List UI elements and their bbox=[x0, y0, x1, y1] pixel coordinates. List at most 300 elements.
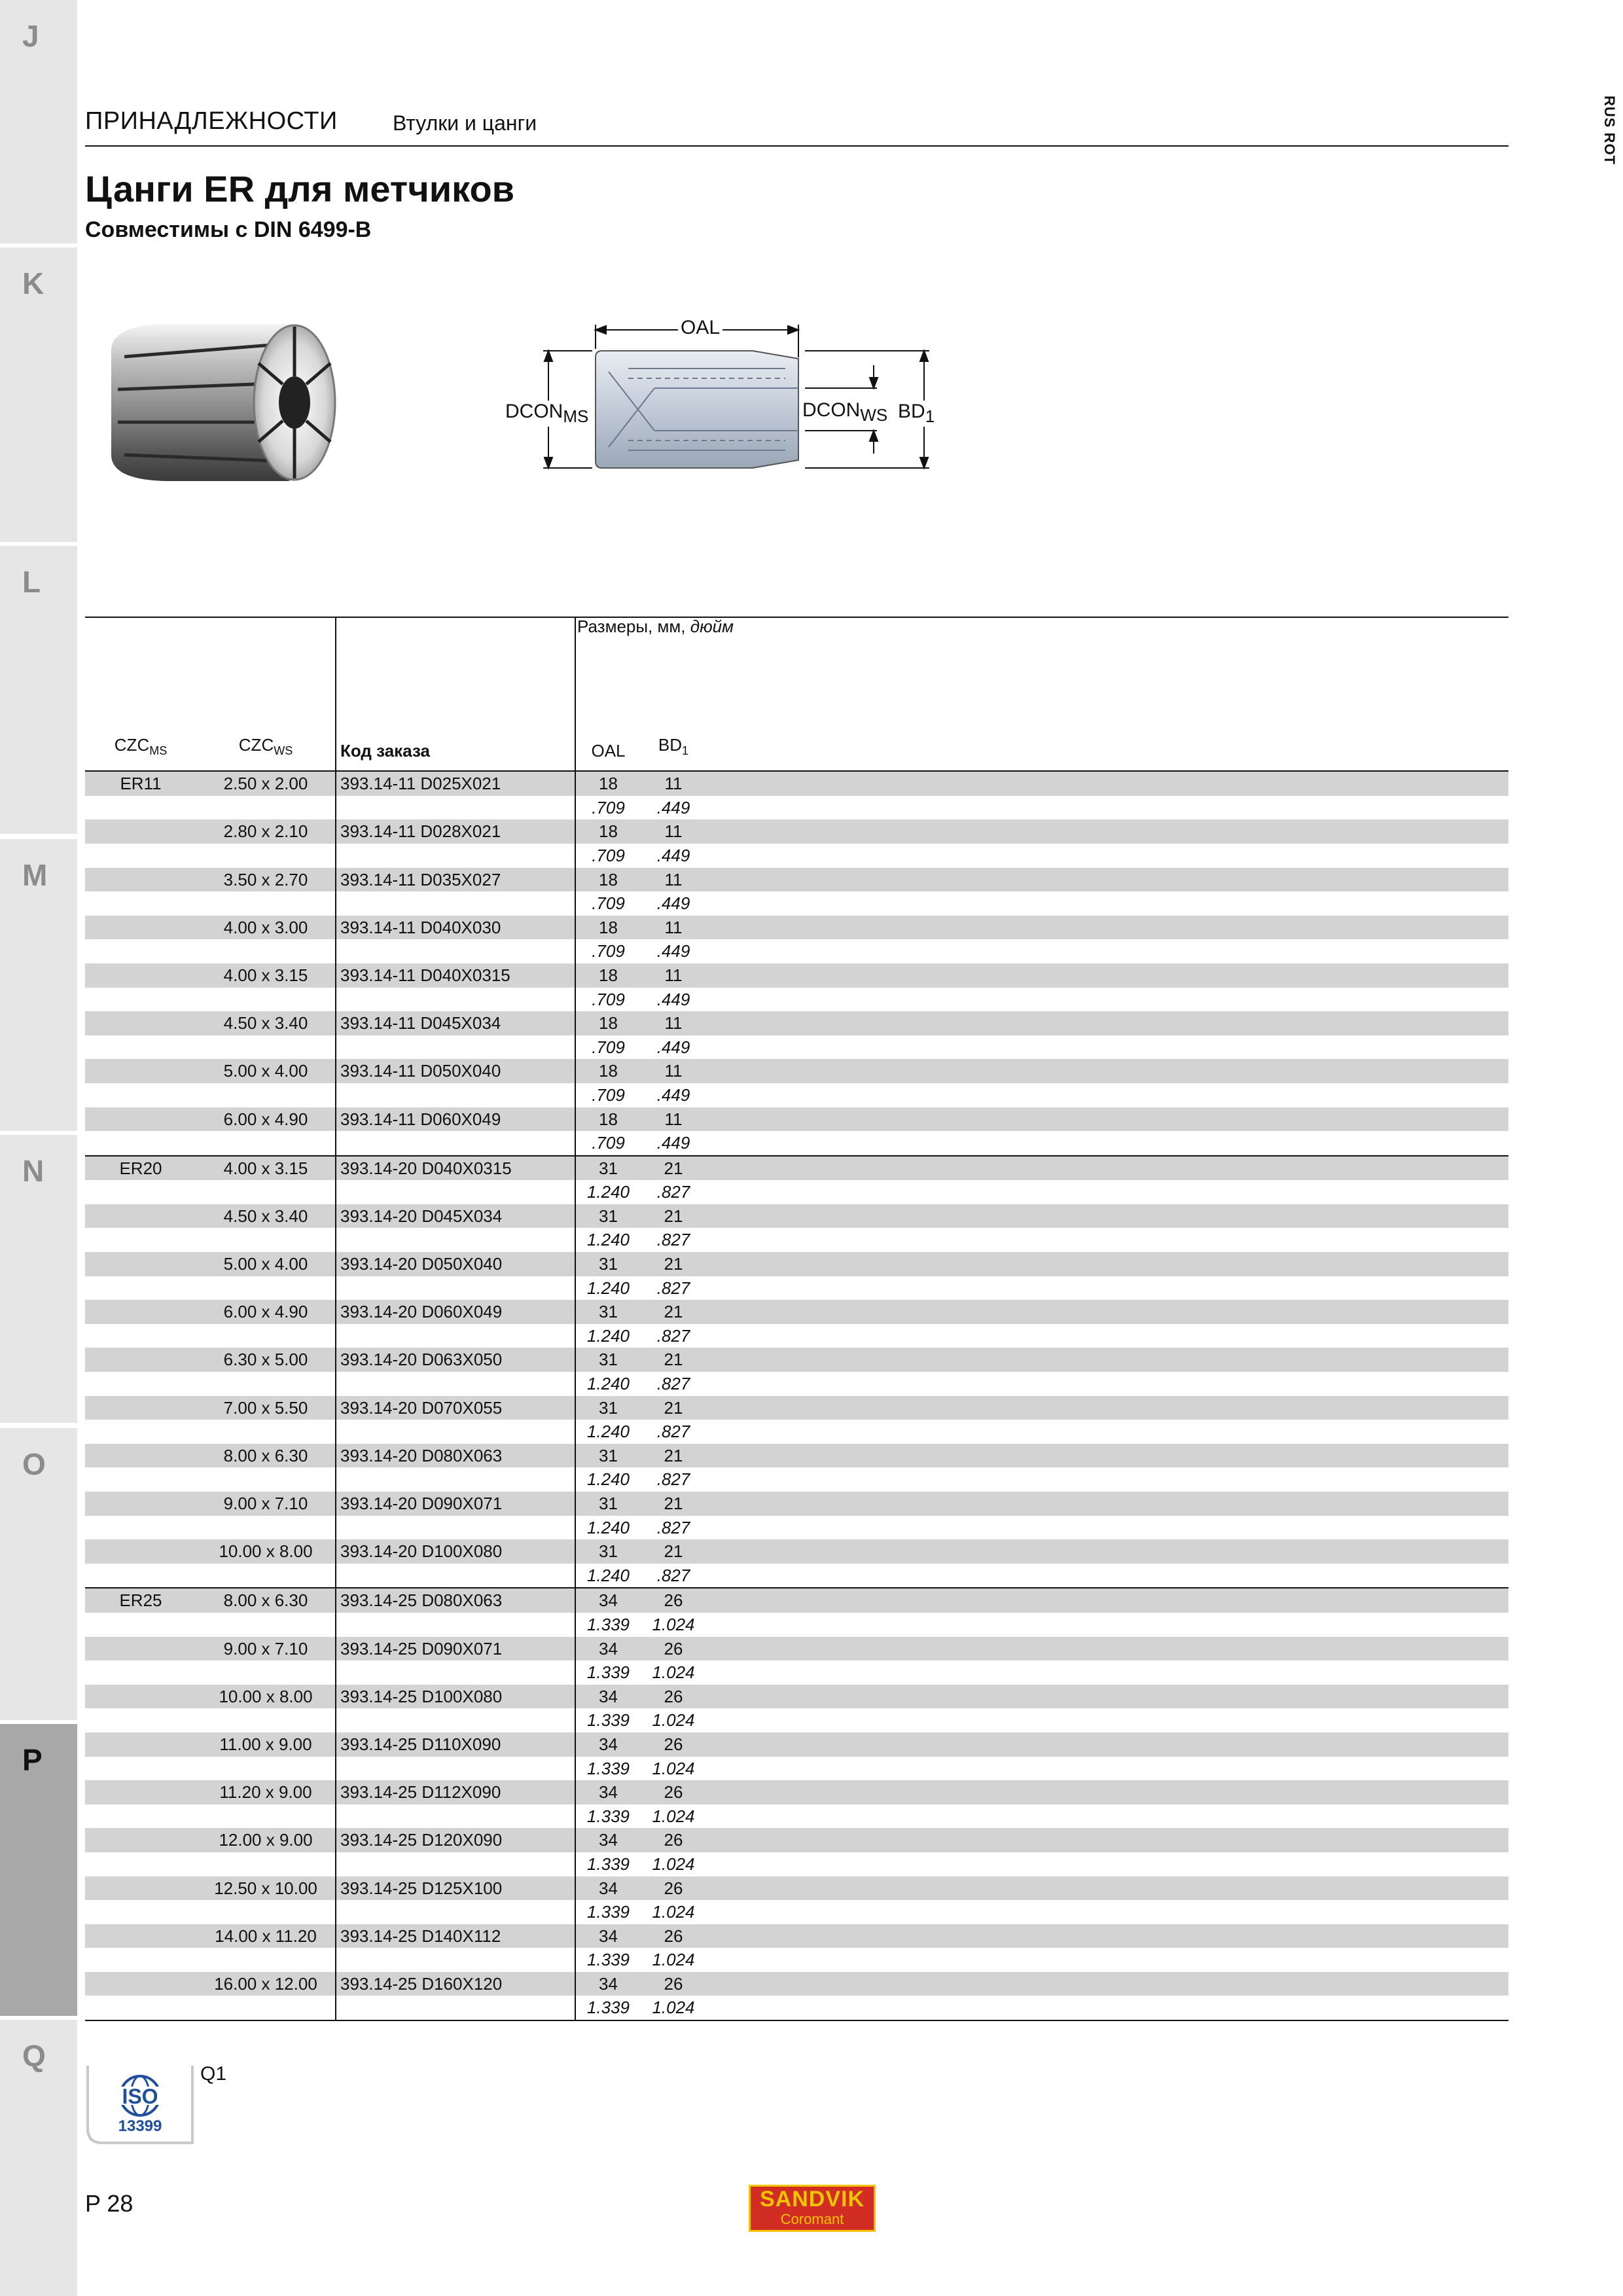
table-row bbox=[85, 1588, 1508, 1613]
cell-oal-mm: 18 bbox=[575, 963, 641, 988]
cell-empty bbox=[85, 1804, 196, 1829]
table-row-inch bbox=[85, 1467, 1508, 1492]
cell-oal-mm: 34 bbox=[575, 1588, 641, 1613]
cell-empty bbox=[196, 1035, 336, 1060]
cell-empty bbox=[196, 1660, 336, 1685]
cell-empty bbox=[85, 1613, 196, 1637]
iso-13399-logo bbox=[85, 2063, 195, 2145]
cell-bd1-inch: 1.024 bbox=[641, 1948, 706, 1972]
cell-bd1-mm: 21 bbox=[641, 1348, 706, 1372]
table-row-inch bbox=[85, 1757, 1508, 1781]
cell-oal-mm: 31 bbox=[575, 1300, 641, 1324]
dcon-ws-label: $DCON_{WS}$ bbox=[802, 399, 888, 425]
cell-empty bbox=[336, 1324, 575, 1348]
cell-oal-inch: 1.339 bbox=[575, 1852, 641, 1876]
table-row-inch bbox=[85, 1996, 1508, 2020]
cell-collet-size bbox=[85, 963, 196, 988]
cell-bd1-inch: .449 bbox=[641, 988, 706, 1012]
cell-tap-size: 6.30 x 5.00 bbox=[196, 1348, 336, 1372]
cell-empty bbox=[85, 1852, 196, 1876]
cell-filler bbox=[706, 1107, 1508, 1132]
cell-empty bbox=[85, 844, 196, 868]
cell-filler bbox=[706, 1372, 1508, 1396]
cell-empty bbox=[336, 1564, 575, 1588]
cell-oal-mm: 18 bbox=[575, 1059, 641, 1083]
cell-empty bbox=[196, 1996, 336, 2020]
cell-collet-size bbox=[85, 1011, 196, 1035]
cell-order-code: 393.14-20 D100X080 bbox=[336, 1539, 575, 1564]
cell-empty bbox=[196, 1180, 336, 1204]
cell-empty bbox=[196, 939, 336, 963]
cell-bd1-mm: 26 bbox=[641, 1685, 706, 1709]
cell-tap-size: 4.00 x 3.00 bbox=[196, 916, 336, 940]
cell-collet-size bbox=[85, 1059, 196, 1083]
cell-empty bbox=[85, 1996, 196, 2020]
cell-order-code: 393.14-20 D090X071 bbox=[336, 1492, 575, 1516]
cell-bd1-mm: 21 bbox=[641, 1539, 706, 1564]
table-row bbox=[85, 1252, 1508, 1276]
cell-empty bbox=[196, 891, 336, 916]
cell-filler bbox=[706, 963, 1508, 988]
cell-empty bbox=[196, 1852, 336, 1876]
cell-collet-size bbox=[85, 1685, 196, 1709]
cell-bd1-mm: 11 bbox=[641, 868, 706, 892]
tab-p[interactable]: P bbox=[0, 1724, 77, 2016]
cell-empty bbox=[196, 844, 336, 868]
cell-bd1-mm: 11 bbox=[641, 963, 706, 988]
cell-empty bbox=[85, 1467, 196, 1492]
cell-collet-size bbox=[85, 1107, 196, 1132]
cell-empty bbox=[196, 1516, 336, 1540]
cell-collet-size bbox=[85, 1876, 196, 1901]
table-row bbox=[85, 1828, 1508, 1852]
cell-bd1-inch: .449 bbox=[641, 891, 706, 916]
cell-tap-size: 9.00 x 7.10 bbox=[196, 1637, 336, 1661]
cell-empty bbox=[336, 1467, 575, 1492]
cell-tap-size: 4.00 x 3.15 bbox=[196, 1156, 336, 1181]
table-row-inch bbox=[85, 939, 1508, 963]
cell-filler bbox=[706, 1228, 1508, 1252]
cell-empty bbox=[85, 1324, 196, 1348]
cell-empty bbox=[196, 988, 336, 1012]
cell-bd1-mm: 21 bbox=[641, 1300, 706, 1324]
cell-tap-size: 4.50 x 3.40 bbox=[196, 1204, 336, 1229]
cell-oal-inch: 1.240 bbox=[575, 1564, 641, 1588]
table-row bbox=[85, 1156, 1508, 1181]
cell-filler bbox=[706, 1516, 1508, 1540]
cell-oal-mm: 31 bbox=[575, 1396, 641, 1420]
table-row bbox=[85, 1300, 1508, 1324]
cell-tap-size: 9.00 x 7.10 bbox=[196, 1492, 336, 1516]
cell-bd1-mm: 26 bbox=[641, 1924, 706, 1948]
cell-order-code: 393.14-11 D025X021 bbox=[336, 771, 575, 796]
tab-k[interactable]: K bbox=[0, 247, 77, 542]
page-number: P 28 bbox=[85, 2190, 134, 2217]
cell-filler bbox=[706, 1924, 1508, 1948]
cell-order-code: 393.14-25 D090X071 bbox=[336, 1637, 575, 1661]
subsection-title: Втулки и цанги bbox=[393, 111, 537, 135]
cell-bd1-inch: .827 bbox=[641, 1372, 706, 1396]
cell-bd1-mm: 11 bbox=[641, 916, 706, 940]
cell-tap-size: 7.00 x 5.50 bbox=[196, 1396, 336, 1420]
brand-subname: Coromant bbox=[780, 2211, 844, 2227]
cell-filler bbox=[706, 1300, 1508, 1324]
cell-empty bbox=[196, 1228, 336, 1252]
cell-collet-size bbox=[85, 1828, 196, 1852]
cell-tap-size: 6.00 x 4.90 bbox=[196, 1107, 336, 1132]
cell-empty bbox=[196, 1948, 336, 1972]
cell-empty bbox=[196, 1804, 336, 1829]
cell-bd1-mm: 11 bbox=[641, 771, 706, 796]
cell-empty bbox=[196, 1613, 336, 1637]
cell-oal-inch: 1.339 bbox=[575, 1900, 641, 1924]
product-table bbox=[85, 617, 1508, 2020]
table-row bbox=[85, 1107, 1508, 1132]
cell-empty bbox=[196, 1372, 336, 1396]
cell-filler bbox=[706, 1996, 1508, 2020]
cell-oal-inch: 1.339 bbox=[575, 1757, 641, 1781]
iso-number-text: 13399 bbox=[118, 2117, 162, 2135]
cell-oal-inch: 1.240 bbox=[575, 1324, 641, 1348]
table-row-inch bbox=[85, 988, 1508, 1012]
cell-oal-mm: 31 bbox=[575, 1444, 641, 1468]
cell-empty bbox=[196, 1324, 336, 1348]
cell-filler bbox=[706, 1252, 1508, 1276]
cell-oal-mm: 34 bbox=[575, 1828, 641, 1852]
cell-empty bbox=[336, 1996, 575, 2020]
table-row bbox=[85, 771, 1508, 796]
cell-bd1-inch: .827 bbox=[641, 1228, 706, 1252]
cell-empty bbox=[336, 1804, 575, 1829]
cell-empty bbox=[85, 796, 196, 820]
cell-empty bbox=[196, 1131, 336, 1156]
cell-filler bbox=[706, 1900, 1508, 1924]
cell-empty bbox=[85, 988, 196, 1012]
cell-empty bbox=[336, 1420, 575, 1444]
cell-empty bbox=[85, 1131, 196, 1156]
cell-oal-inch: .709 bbox=[575, 891, 641, 916]
table-row-inch bbox=[85, 1420, 1508, 1444]
cell-bd1-mm: 21 bbox=[641, 1204, 706, 1229]
cell-empty bbox=[85, 1035, 196, 1060]
table-row bbox=[85, 1204, 1508, 1229]
table-row bbox=[85, 963, 1508, 988]
cell-bd1-inch: 1.024 bbox=[641, 1852, 706, 1876]
cell-collet-size bbox=[85, 916, 196, 940]
cell-bd1-inch: .827 bbox=[641, 1516, 706, 1540]
cell-empty bbox=[336, 1372, 575, 1396]
cell-bd1-inch: .827 bbox=[641, 1180, 706, 1204]
cell-bd1-mm: 21 bbox=[641, 1396, 706, 1420]
cell-collet-size bbox=[85, 1972, 196, 1996]
page-subtitle: Совместимы с DIN 6499-B bbox=[85, 217, 372, 242]
table-row bbox=[85, 1059, 1508, 1083]
header-order-code: Код заказа bbox=[336, 725, 575, 771]
table-row bbox=[85, 1876, 1508, 1901]
cell-empty bbox=[85, 1516, 196, 1540]
cell-filler bbox=[706, 1564, 1508, 1588]
table-row bbox=[85, 868, 1508, 892]
cell-bd1-inch: 1.024 bbox=[641, 1804, 706, 1829]
table-row-inch bbox=[85, 1180, 1508, 1204]
cell-filler bbox=[706, 1156, 1508, 1181]
cell-empty bbox=[336, 1948, 575, 1972]
cell-oal-inch: .709 bbox=[575, 844, 641, 868]
cell-filler bbox=[706, 771, 1508, 796]
cell-oal-mm: 34 bbox=[575, 1876, 641, 1901]
tab-l[interactable]: L bbox=[0, 546, 77, 834]
cell-tap-size: 5.00 x 4.00 bbox=[196, 1059, 336, 1083]
tab-m[interactable]: M bbox=[0, 839, 77, 1131]
cell-oal-mm: 31 bbox=[575, 1252, 641, 1276]
cell-tap-size: 11.00 x 9.00 bbox=[196, 1732, 336, 1757]
cell-order-code: 393.14-20 D070X055 bbox=[336, 1396, 575, 1420]
cell-order-code: 393.14-20 D063X050 bbox=[336, 1348, 575, 1372]
cell-empty bbox=[85, 1660, 196, 1685]
table-row-inch bbox=[85, 1372, 1508, 1396]
cell-filler bbox=[706, 891, 1508, 916]
cell-tap-size: 12.50 x 10.00 bbox=[196, 1876, 336, 1901]
cell-filler bbox=[706, 1613, 1508, 1637]
cell-oal-mm: 31 bbox=[575, 1156, 641, 1181]
cell-empty bbox=[196, 796, 336, 820]
cell-filler bbox=[706, 1276, 1508, 1300]
sandvik-coromant-logo bbox=[749, 2185, 876, 2232]
cell-oal-mm: 18 bbox=[575, 819, 641, 844]
tab-q[interactable]: Q bbox=[0, 2020, 77, 2296]
cell-collet-size bbox=[85, 1444, 196, 1468]
cell-empty bbox=[336, 1083, 575, 1107]
table-row-inch bbox=[85, 1276, 1508, 1300]
cell-bd1-inch: 1.024 bbox=[641, 1996, 706, 2020]
cell-empty bbox=[336, 1228, 575, 1252]
cell-filler bbox=[706, 1828, 1508, 1852]
table-row bbox=[85, 1011, 1508, 1035]
cell-filler bbox=[706, 988, 1508, 1012]
cell-tap-size: 8.00 x 6.30 bbox=[196, 1588, 336, 1613]
cell-oal-inch: 1.339 bbox=[575, 1948, 641, 1972]
cell-order-code: 393.14-20 D050X040 bbox=[336, 1252, 575, 1276]
header-divider bbox=[85, 145, 1508, 147]
cell-tap-size: 6.00 x 4.90 bbox=[196, 1300, 336, 1324]
cell-bd1-mm: 21 bbox=[641, 1252, 706, 1276]
cell-oal-mm: 31 bbox=[575, 1204, 641, 1229]
table-row-inch bbox=[85, 796, 1508, 820]
cell-collet-size bbox=[85, 1539, 196, 1564]
table-row bbox=[85, 1685, 1508, 1709]
section-tab-strip bbox=[0, 0, 77, 2296]
page-title: Цанги ER для метчиков bbox=[85, 168, 515, 209]
cell-empty bbox=[196, 1900, 336, 1924]
cell-filler bbox=[706, 1852, 1508, 1876]
cell-collet-size bbox=[85, 1300, 196, 1324]
cell-filler bbox=[706, 819, 1508, 844]
table-row bbox=[85, 916, 1508, 940]
cell-oal-mm: 31 bbox=[575, 1348, 641, 1372]
cell-empty bbox=[336, 1900, 575, 1924]
tab-j[interactable]: J bbox=[0, 0, 77, 243]
section-title: ПРИНАДЛЕЖНОСТИ bbox=[85, 107, 338, 135]
iso-reference: Q1 bbox=[200, 2063, 227, 2085]
header-bd1: $BD_1$ bbox=[641, 725, 706, 771]
table-body bbox=[85, 771, 1508, 2020]
cell-filler bbox=[706, 1396, 1508, 1420]
table-row-inch bbox=[85, 1660, 1508, 1685]
cell-filler bbox=[706, 1035, 1508, 1060]
cell-tap-size: 2.80 x 2.10 bbox=[196, 819, 336, 844]
cell-order-code: 393.14-25 D112X090 bbox=[336, 1780, 575, 1804]
cell-order-code: 393.14-25 D120X090 bbox=[336, 1828, 575, 1852]
cell-tap-size: 16.00 x 12.00 bbox=[196, 1972, 336, 1996]
cell-tap-size: 11.20 x 9.00 bbox=[196, 1780, 336, 1804]
cell-bd1-mm: 21 bbox=[641, 1444, 706, 1468]
cell-collet-size bbox=[85, 1492, 196, 1516]
table-row-inch bbox=[85, 1708, 1508, 1732]
cell-empty bbox=[85, 1757, 196, 1781]
cell-oal-inch: 1.240 bbox=[575, 1180, 641, 1204]
table-row-inch bbox=[85, 1324, 1508, 1348]
cell-empty bbox=[85, 1276, 196, 1300]
cell-bd1-inch: .449 bbox=[641, 1131, 706, 1156]
cell-filler bbox=[706, 1204, 1508, 1229]
cell-empty bbox=[196, 1420, 336, 1444]
cell-order-code: 393.14-20 D080X063 bbox=[336, 1444, 575, 1468]
cell-empty bbox=[85, 1083, 196, 1107]
cell-order-code: 393.14-25 D125X100 bbox=[336, 1876, 575, 1901]
cell-bd1-mm: 11 bbox=[641, 1107, 706, 1132]
cell-empty bbox=[196, 1564, 336, 1588]
cell-collet-size bbox=[85, 1396, 196, 1420]
cell-filler bbox=[706, 1732, 1508, 1757]
cell-oal-mm: 18 bbox=[575, 1011, 641, 1035]
cell-oal-inch: 1.339 bbox=[575, 1613, 641, 1637]
table-row-inch bbox=[85, 1613, 1508, 1637]
cell-filler bbox=[706, 1972, 1508, 1996]
table-row bbox=[85, 1444, 1508, 1468]
table-row bbox=[85, 1396, 1508, 1420]
cell-empty bbox=[85, 1564, 196, 1588]
cell-empty bbox=[336, 1131, 575, 1156]
cell-filler bbox=[706, 796, 1508, 820]
cell-filler bbox=[706, 1660, 1508, 1685]
cell-empty bbox=[336, 1708, 575, 1732]
cell-bd1-mm: 26 bbox=[641, 1828, 706, 1852]
cell-order-code: 393.14-11 D045X034 bbox=[336, 1011, 575, 1035]
cell-oal-mm: 34 bbox=[575, 1780, 641, 1804]
cell-bd1-inch: 1.024 bbox=[641, 1708, 706, 1732]
cell-empty bbox=[85, 1420, 196, 1444]
cell-oal-mm: 18 bbox=[575, 1107, 641, 1132]
cell-order-code: 393.14-11 D028X021 bbox=[336, 819, 575, 844]
cell-collet-size bbox=[85, 1780, 196, 1804]
cell-tap-size: 2.50 x 2.00 bbox=[196, 771, 336, 796]
cell-empty bbox=[85, 1948, 196, 1972]
cell-bd1-inch: .449 bbox=[641, 796, 706, 820]
cell-filler bbox=[706, 1420, 1508, 1444]
cell-bd1-inch: 1.024 bbox=[641, 1757, 706, 1781]
cell-order-code: 393.14-25 D110X090 bbox=[336, 1732, 575, 1757]
cell-empty bbox=[85, 1708, 196, 1732]
cell-bd1-inch: 1.024 bbox=[641, 1900, 706, 1924]
cell-oal-mm: 18 bbox=[575, 868, 641, 892]
cell-bd1-inch: .449 bbox=[641, 939, 706, 963]
cell-empty bbox=[336, 1276, 575, 1300]
cell-empty bbox=[336, 1180, 575, 1204]
cell-tap-size: 10.00 x 8.00 bbox=[196, 1685, 336, 1709]
cell-tap-size: 12.00 x 9.00 bbox=[196, 1828, 336, 1852]
cell-bd1-inch: 1.024 bbox=[641, 1660, 706, 1685]
iso-mark-text: ISO bbox=[122, 2085, 158, 2108]
cell-oal-inch: .709 bbox=[575, 1131, 641, 1156]
cell-oal-inch: 1.240 bbox=[575, 1467, 641, 1492]
cell-filler bbox=[706, 916, 1508, 940]
cell-oal-mm: 34 bbox=[575, 1924, 641, 1948]
cell-collet-size bbox=[85, 1637, 196, 1661]
cell-empty bbox=[85, 939, 196, 963]
cell-order-code: 393.14-11 D060X049 bbox=[336, 1107, 575, 1132]
cell-filler bbox=[706, 1348, 1508, 1372]
cell-oal-inch: 1.240 bbox=[575, 1516, 641, 1540]
cell-oal-mm: 18 bbox=[575, 916, 641, 940]
cell-filler bbox=[706, 1467, 1508, 1492]
cell-collet-size bbox=[85, 868, 196, 892]
cell-bd1-inch: .449 bbox=[641, 1083, 706, 1107]
cell-filler bbox=[706, 1588, 1508, 1613]
cell-filler bbox=[706, 1876, 1508, 1901]
cell-bd1-mm: 11 bbox=[641, 819, 706, 844]
cell-oal-inch: .709 bbox=[575, 1083, 641, 1107]
cell-order-code: 393.14-25 D140X112 bbox=[336, 1924, 575, 1948]
tab-o[interactable]: O bbox=[0, 1428, 77, 1720]
cell-oal-inch: 1.339 bbox=[575, 1996, 641, 2020]
oal-label: OAL bbox=[678, 317, 722, 339]
table-row-inch bbox=[85, 1948, 1508, 1972]
cell-empty bbox=[336, 939, 575, 963]
cell-order-code: 393.14-20 D040X0315 bbox=[336, 1156, 575, 1181]
cell-collet-size bbox=[85, 1732, 196, 1757]
cell-bd1-mm: 21 bbox=[641, 1156, 706, 1181]
cell-tap-size: 3.50 x 2.70 bbox=[196, 868, 336, 892]
cell-collet-size: ER11 bbox=[85, 771, 196, 796]
table-row-inch bbox=[85, 1564, 1508, 1588]
cell-oal-inch: .709 bbox=[575, 1035, 641, 1060]
table-row bbox=[85, 1492, 1508, 1516]
cell-order-code: 393.14-11 D050X040 bbox=[336, 1059, 575, 1083]
cell-oal-inch: 1.240 bbox=[575, 1228, 641, 1252]
cell-empty bbox=[336, 1757, 575, 1781]
cell-order-code: 393.14-20 D060X049 bbox=[336, 1300, 575, 1324]
table-row bbox=[85, 1539, 1508, 1564]
dimensions-label: Размеры, мм, дюйм bbox=[577, 617, 734, 636]
cell-tap-size: 10.00 x 8.00 bbox=[196, 1539, 336, 1564]
tab-n[interactable]: N bbox=[0, 1135, 77, 1423]
cell-filler bbox=[706, 1011, 1508, 1035]
header-oal: OAL bbox=[575, 725, 641, 771]
cell-bd1-inch: .449 bbox=[641, 844, 706, 868]
cell-bd1-inch: .827 bbox=[641, 1564, 706, 1588]
cell-collet-size bbox=[85, 819, 196, 844]
cell-oal-inch: 1.240 bbox=[575, 1420, 641, 1444]
cell-filler bbox=[706, 844, 1508, 868]
header-czc-ms: $CZC_{MS}$ bbox=[85, 725, 196, 771]
cell-oal-inch: 1.339 bbox=[575, 1804, 641, 1829]
cell-order-code: 393.14-11 D040X030 bbox=[336, 916, 575, 940]
cell-oal-inch: 1.240 bbox=[575, 1276, 641, 1300]
cell-collet-size: ER20 bbox=[85, 1156, 196, 1181]
cell-bd1-mm: 26 bbox=[641, 1972, 706, 1996]
cell-empty bbox=[196, 1276, 336, 1300]
cell-empty bbox=[336, 891, 575, 916]
